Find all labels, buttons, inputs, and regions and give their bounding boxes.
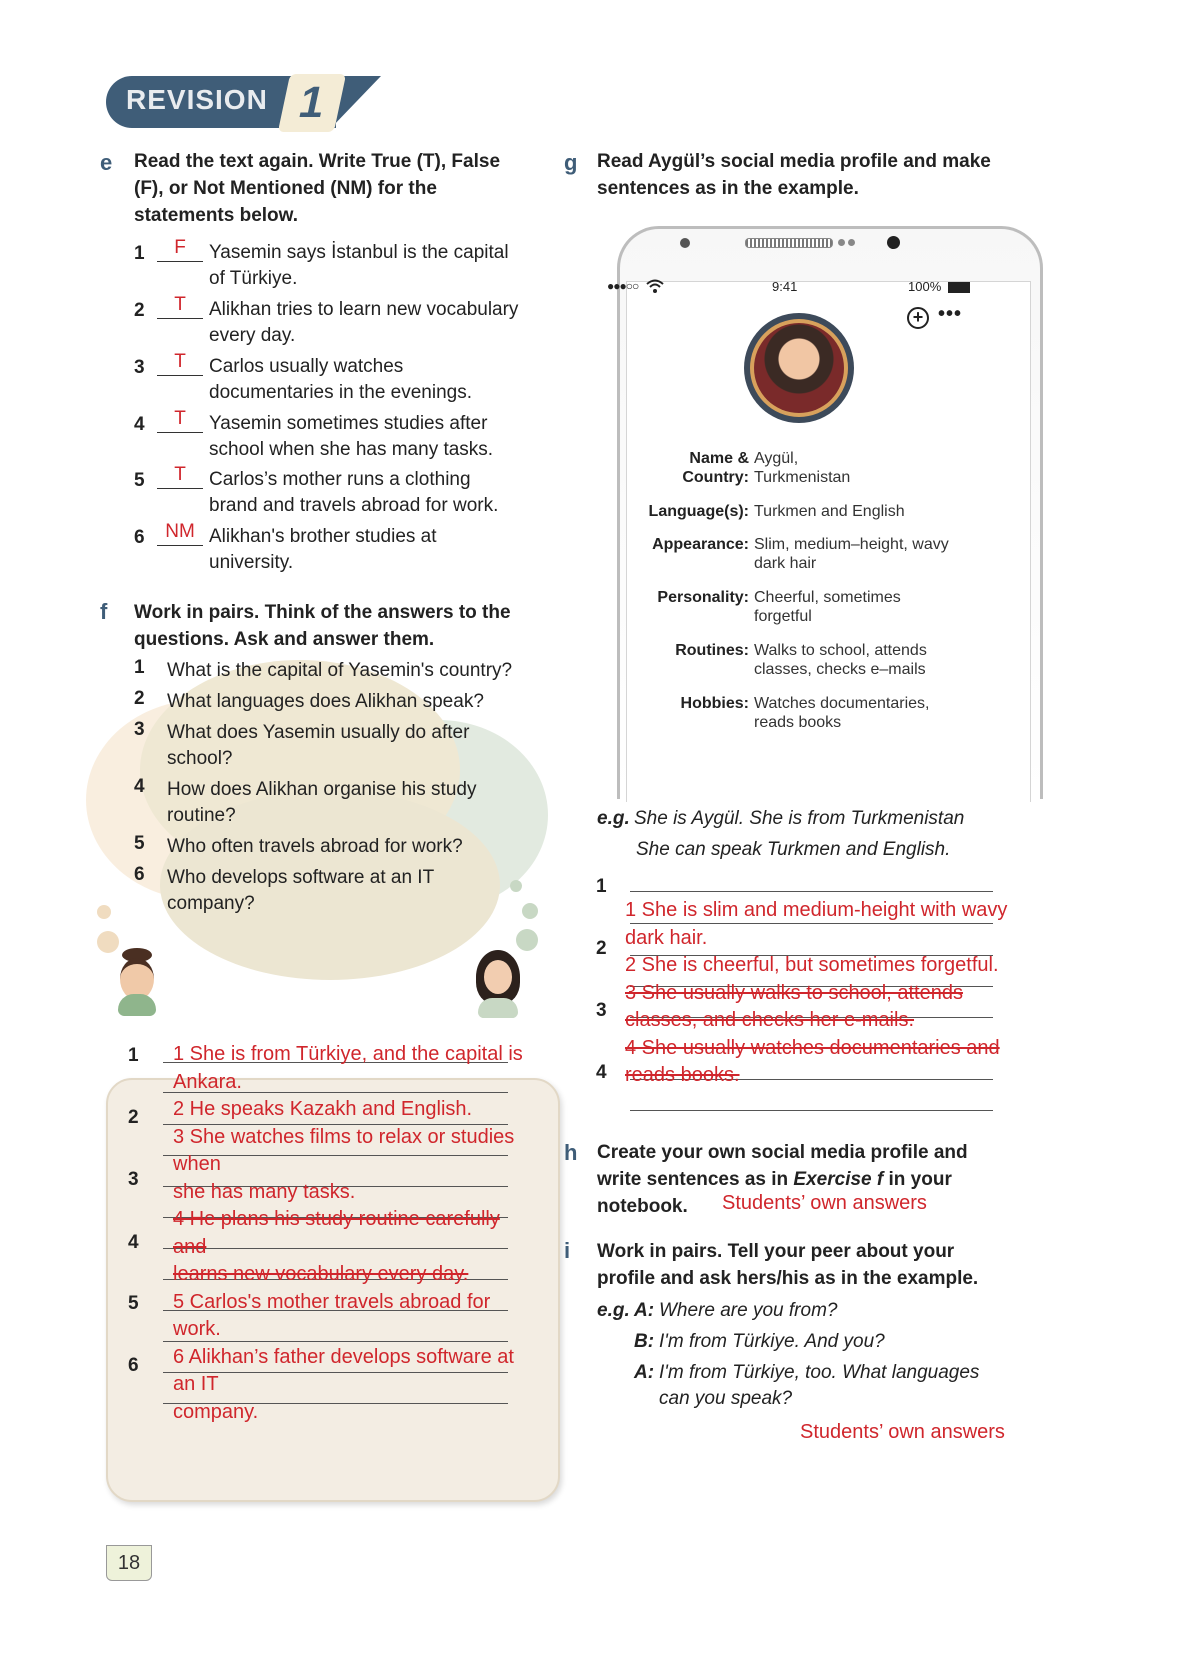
e-item-answer: T bbox=[174, 351, 186, 372]
g-answer-line bbox=[630, 891, 993, 892]
phone-speaker bbox=[745, 238, 833, 248]
f-question-line-1: Who develops software at an IT bbox=[167, 867, 435, 888]
profile-label: Language(s): bbox=[648, 503, 749, 520]
f-question-line-2: school? bbox=[167, 748, 233, 769]
profile-value: Walks to school, attends bbox=[754, 642, 927, 659]
f-question-number: 6 bbox=[134, 864, 145, 885]
phone-dot bbox=[848, 239, 855, 246]
profile-value: Slim, medium–height, wavy bbox=[754, 536, 949, 553]
card-answer-text: 6 Alikhan’s father develops software at bbox=[173, 1345, 514, 1368]
profile-value: Turkmen and English bbox=[754, 503, 905, 520]
g-answer-text: dark hair. bbox=[625, 926, 708, 949]
card-answer-text: 2 He speaks Kazakh and English. bbox=[173, 1098, 473, 1120]
girl-dark-hair-illustration bbox=[472, 950, 524, 1018]
status-time: 9:41 bbox=[772, 279, 798, 294]
dialog-speaker: A: bbox=[634, 1362, 655, 1383]
e-item-answer-blank bbox=[157, 406, 203, 433]
card-answer-text: and bbox=[173, 1235, 207, 1258]
f-question-number: 2 bbox=[134, 688, 145, 709]
e-item-answer-blank bbox=[157, 519, 203, 546]
profile-value: Turkmenistan bbox=[754, 469, 851, 486]
f-question-line-1: What is the capital of Yasemin's country? bbox=[167, 660, 513, 681]
card-answer-text: 5 Carlos's mother travels abroad for bbox=[173, 1290, 491, 1313]
e-item-answer: T bbox=[174, 464, 186, 485]
profile-label: Name & bbox=[689, 450, 749, 467]
card-number: 5 bbox=[128, 1293, 139, 1314]
e-item-answer-blank bbox=[157, 235, 203, 262]
h-answer: Students’ own answers bbox=[722, 1192, 927, 1214]
e-item-line-1: Yasemin says İstanbul is the capital bbox=[209, 242, 509, 263]
profile-label: Country: bbox=[682, 469, 749, 486]
banner-title: REVISION bbox=[126, 84, 268, 115]
section-g-letter: g bbox=[564, 150, 578, 175]
e-item-answer-blank bbox=[157, 462, 203, 489]
signal-icon: ●●●○○ bbox=[607, 279, 639, 293]
battery-icon bbox=[948, 282, 970, 293]
g-example-line-1: She is Aygül. She is from Turkmenistan bbox=[634, 808, 965, 829]
g-answer-text: 3 She usually walks to school, attends bbox=[625, 981, 963, 1004]
add-icon[interactable]: + bbox=[907, 307, 929, 329]
g-answer-text: 2 She is cheerful, but sometimes forgetful. bbox=[625, 954, 999, 976]
page-number: 18 bbox=[106, 1545, 152, 1581]
card-answer-text: she has many tasks. bbox=[173, 1180, 356, 1203]
f-question-line-2: routine? bbox=[167, 805, 236, 826]
e-item-line-2: every day. bbox=[209, 325, 296, 346]
profile-value: forgetful bbox=[754, 608, 812, 625]
i-example-label: e.g. bbox=[597, 1300, 630, 1321]
e-item-answer-blank bbox=[157, 349, 203, 376]
g-answer-text: 1 She is slim and medium-height with wavy bbox=[625, 899, 1008, 921]
e-item-line-1: Yasemin sometimes studies after bbox=[209, 413, 488, 434]
profile-avatar bbox=[744, 313, 854, 423]
g-answer-number: 1 bbox=[596, 876, 607, 897]
wifi-icon bbox=[646, 277, 664, 298]
section-i-letter: i bbox=[564, 1238, 571, 1263]
dialog-speaker: B: bbox=[634, 1331, 655, 1352]
girl-with-glasses-illustration bbox=[112, 948, 162, 1016]
card-answer-text: when bbox=[173, 1153, 221, 1175]
e-item-line-1: Alikhan tries to learn new vocabulary bbox=[209, 299, 519, 320]
profile-value: dark hair bbox=[754, 555, 817, 572]
profile-label: Appearance: bbox=[652, 536, 749, 553]
profile-value: classes, checks e–mails bbox=[754, 661, 926, 678]
section-i-heading: Work in pairs. Tell your peer about your profile and ask hers/his as in the example. bbox=[597, 1241, 979, 1289]
e-item-line-2: school when she has many tasks. bbox=[209, 439, 494, 460]
banner-number: 1 bbox=[278, 74, 346, 132]
card-number: 1 bbox=[128, 1045, 139, 1066]
f-question-line-2: company? bbox=[167, 893, 255, 914]
e-item-line-1: Carlos’s mother runs a clothing bbox=[209, 469, 471, 490]
card-number: 2 bbox=[128, 1107, 139, 1128]
card-answer-line bbox=[163, 1248, 508, 1249]
card-number: 4 bbox=[128, 1232, 139, 1253]
battery-percent: 100% bbox=[908, 279, 942, 294]
e-item-number: 3 bbox=[134, 357, 145, 378]
dialog-line-2: can you speak? bbox=[659, 1388, 793, 1409]
profile-label: Hobbies: bbox=[680, 695, 749, 712]
g-example-label: e.g. bbox=[597, 808, 630, 829]
dialog-line-1: I'm from Türkiye, too. What languages bbox=[659, 1362, 980, 1383]
section-f-heading: Work in pairs. Think of the answers to the questions. Ask and answer them. bbox=[134, 602, 511, 650]
e-item-answer: T bbox=[174, 294, 186, 315]
f-question-number: 3 bbox=[134, 719, 145, 740]
f-question-line-1: What does Yasemin usually do after bbox=[167, 722, 470, 743]
g-answer-text: classes, and checks her e-mails. bbox=[625, 1009, 915, 1031]
e-item-number: 6 bbox=[134, 527, 145, 548]
g-answer-line bbox=[630, 1110, 993, 1111]
e-item-number: 2 bbox=[134, 300, 145, 321]
card-answer-text: work. bbox=[173, 1318, 221, 1340]
f-question-number: 4 bbox=[134, 776, 145, 797]
e-item-number: 1 bbox=[134, 243, 145, 264]
profile-label: Personality: bbox=[657, 589, 749, 606]
e-item-answer: T bbox=[174, 408, 186, 429]
profile-value: Watches documentaries, bbox=[754, 695, 930, 712]
f-question-number: 1 bbox=[134, 657, 145, 678]
f-question-number: 5 bbox=[134, 833, 145, 854]
g-answer-text: 4 She usually watches documentaries and bbox=[625, 1036, 1000, 1059]
card-number: 3 bbox=[128, 1169, 139, 1190]
profile-value: Cheerful, sometimes bbox=[754, 589, 901, 606]
card-answer-text: Ankara. bbox=[173, 1070, 242, 1093]
e-item-line-2: documentaries in the evenings. bbox=[209, 382, 472, 403]
e-item-line-2: brand and travels abroad for work. bbox=[209, 495, 499, 516]
section-f-letter: f bbox=[100, 599, 108, 624]
dialog-line-1: I'm from Türkiye. And you? bbox=[659, 1331, 885, 1352]
e-item-line-1: Alikhan's brother studies at bbox=[209, 526, 437, 547]
card-answer-text: 3 She watches films to relax or studies bbox=[173, 1125, 515, 1148]
card-answer-text: company. bbox=[173, 1400, 259, 1423]
f-question-line-1: What languages does Alikhan speak? bbox=[167, 691, 484, 712]
section-h-letter: h bbox=[564, 1140, 578, 1165]
phone-sensor bbox=[680, 238, 690, 248]
more-options-icon[interactable]: ••• bbox=[938, 303, 963, 325]
g-answer-number: 2 bbox=[596, 938, 607, 959]
e-item-line-2: university. bbox=[209, 552, 294, 573]
profile-value: Aygül, bbox=[754, 450, 799, 467]
g-answer-number: 4 bbox=[596, 1062, 607, 1083]
g-answer-number: 3 bbox=[596, 1000, 607, 1021]
e-item-answer: F bbox=[174, 237, 186, 258]
f-question-line-1: How does Alikhan organise his study bbox=[167, 779, 477, 800]
e-item-line-1: Carlos usually watches bbox=[209, 356, 404, 377]
dialog-line-1: Where are you from? bbox=[659, 1300, 838, 1321]
profile-label: Routines: bbox=[675, 642, 749, 659]
section-g-heading: Read Aygül’s social media profile and make sentences as in the example. bbox=[597, 151, 991, 199]
card-answer-text: learns new vocabulary every day. bbox=[173, 1263, 469, 1285]
e-item-answer-blank bbox=[157, 292, 203, 319]
card-answer-text: an IT bbox=[173, 1373, 219, 1395]
section-e-heading: Read the text again. Write True (T), False (F), or Not Mentioned (NM) for the statements below. bbox=[134, 151, 501, 226]
e-item-line-2: of Türkiye. bbox=[209, 268, 298, 289]
g-answer-text: reads books. bbox=[625, 1064, 740, 1086]
g-example-line-2: She can speak Turkmen and English. bbox=[636, 839, 951, 860]
e-item-number: 4 bbox=[134, 414, 145, 435]
f-question-line-1: Who often travels abroad for work? bbox=[167, 836, 463, 857]
e-item-number: 5 bbox=[134, 470, 145, 491]
dialog-speaker: A: bbox=[634, 1300, 655, 1321]
i-answer: Students’ own answers bbox=[800, 1421, 1005, 1443]
phone-camera bbox=[887, 236, 900, 249]
e-item-answer: NM bbox=[165, 521, 195, 542]
phone-dot bbox=[838, 239, 845, 246]
profile-value: reads books bbox=[754, 714, 842, 731]
section-h-heading: Create your own social media profile and write sentences as in Exercise f in your notebook. bbox=[597, 1142, 968, 1217]
card-answer-text: 4 He plans his study routine carefully bbox=[173, 1208, 500, 1230]
revision-banner bbox=[106, 76, 376, 128]
card-number: 6 bbox=[128, 1355, 139, 1376]
card-answer-text: 1 She is from Türkiye, and the capital is bbox=[173, 1043, 523, 1065]
section-e-letter: e bbox=[100, 150, 113, 175]
